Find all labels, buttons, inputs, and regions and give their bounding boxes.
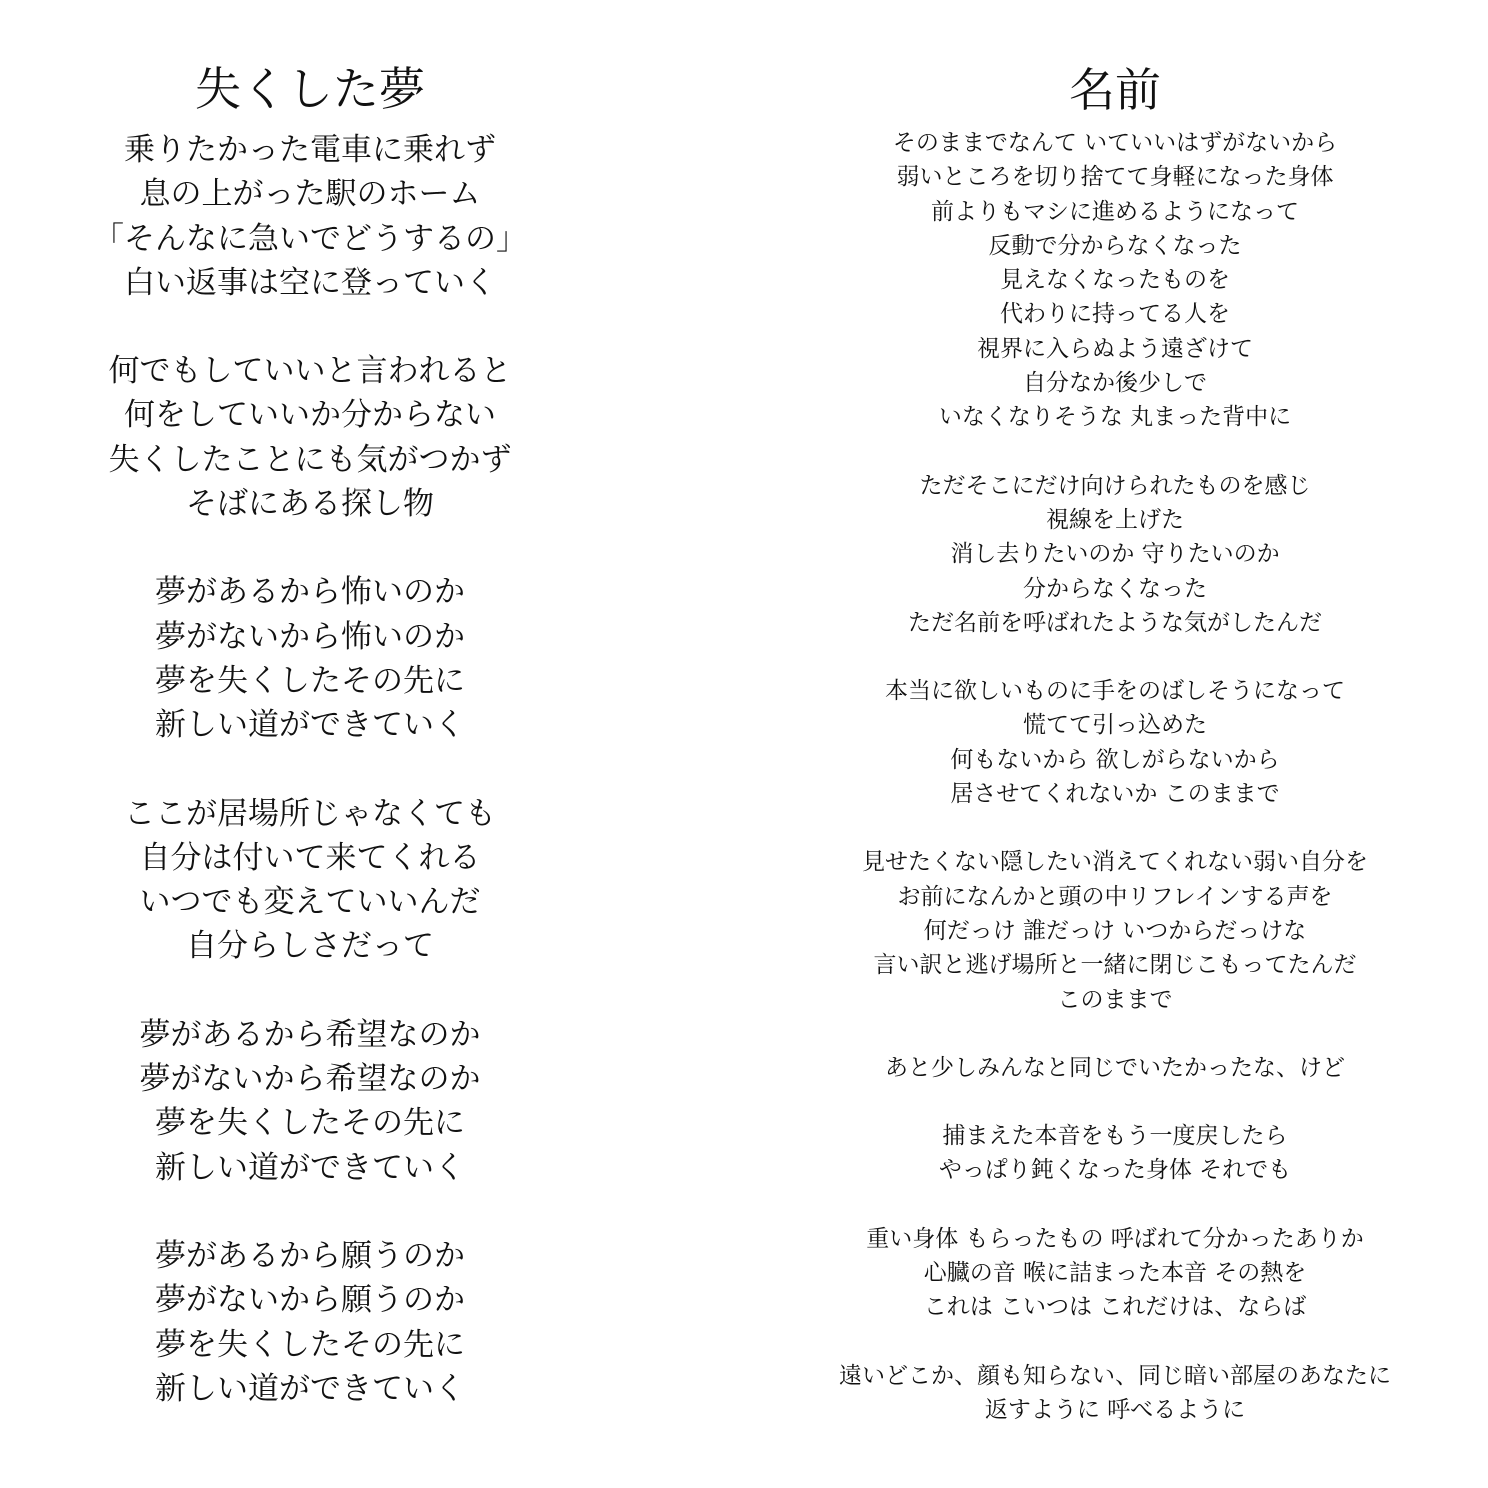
lyric-stanza: [790, 1119, 1440, 1188]
lyric-line: 夢があるから願うのか: [155, 1237, 465, 1274]
lyric-line: 夢がないから希望なのか: [139, 1061, 481, 1098]
lyric-line: 視線を上げた: [1046, 506, 1184, 533]
lyric-line: 本当に欲しいものに手をのばしそうになって: [885, 678, 1345, 705]
lyric-line: 自分なか後少しで: [1023, 370, 1207, 397]
lyric-line: 言い訳と逃げ場所と一緒に閉じこもってたんだ: [873, 952, 1357, 979]
lyric-line: そのままでなんて いていいはずがないから: [892, 130, 1338, 156]
lyric-line: 夢を失くしたその先に: [155, 1326, 465, 1363]
lyric-stanza: [60, 1234, 560, 1411]
lyric-line: 分からなくなった: [1023, 575, 1207, 602]
lyric-line: 前よりもマシに進めるようになって: [931, 198, 1299, 225]
song-column-left: [60, 0, 560, 1411]
lyric-line: そばにある探し物: [186, 486, 434, 523]
lyric-stanza: [60, 792, 560, 969]
song-column-right: [790, 0, 1440, 1427]
lyric-line: このままで: [1057, 986, 1173, 1013]
lyric-line: 何でもしていいと言われると: [108, 353, 512, 390]
lyric-line: 何もないから 欲しがらないから: [950, 746, 1280, 773]
lyric-line: 居させてくれないか このままで: [950, 781, 1280, 808]
lyric-line: 慌てて引っ込めた: [1023, 712, 1207, 739]
lyric-line: 夢を失くしたその先に: [155, 1105, 465, 1142]
lyric-line: あと少しみんなと同じでいたかったな、けど: [885, 1054, 1345, 1081]
lyric-line: 白い返事は空に登っていく: [124, 264, 496, 301]
lyric-line: 代わりに持ってる人を: [1000, 301, 1230, 328]
lyric-line: ただ名前を呼ばれたような気がしたんだ: [908, 609, 1322, 636]
lyric-line: 心臓の音 喉に詰まった本音 その熱を: [923, 1260, 1307, 1287]
lyric-stanza: [60, 1013, 560, 1190]
lyric-line: いつでも変えていいんだ: [139, 884, 481, 921]
lyric-line: ここが居場所じゃなくても: [124, 795, 496, 832]
lyric-stanza: [60, 349, 560, 526]
lyrics-body: [60, 128, 560, 1411]
lyric-line: 自分らしさだって: [186, 928, 434, 965]
lyric-line: 重い身体 もらったもの 呼ばれて分かったありか: [866, 1225, 1364, 1252]
lyric-line: 消し去りたいのか 守りたいのか: [950, 541, 1280, 568]
lyric-line: 「そんなに急いでどうするの」: [93, 220, 527, 257]
lyric-line: 何をしていいか分からない: [124, 397, 496, 434]
lyric-line: 夢を失くしたその先に: [155, 662, 465, 699]
lyric-line: お前になんかと頭の中リフレインする声を: [897, 883, 1333, 910]
lyric-line: 夢があるから希望なのか: [139, 1016, 481, 1053]
lyric-line: 新しい道ができていく: [155, 1149, 465, 1186]
lyric-line: 夢があるから怖いのか: [155, 574, 465, 611]
lyric-line: 新しい道ができていく: [155, 707, 465, 744]
lyric-line: 乗りたかった電車に乗れず: [124, 132, 496, 168]
lyric-stanza: [790, 845, 1440, 1016]
lyric-line: やっぱり鈍くなった身体 それでも: [938, 1157, 1292, 1184]
lyric-line: 夢がないから願うのか: [155, 1282, 465, 1319]
lyric-line: 夢がないから怖いのか: [155, 618, 465, 655]
lyric-line: 視界に入らぬよう遠ざけて: [977, 335, 1253, 362]
lyric-line: これは こいつは これだけは、ならば: [923, 1294, 1307, 1321]
lyric-line: 弱いところを切り捨てて身軽になった身体: [896, 164, 1334, 191]
lyric-line: 見えなくなったものを: [1000, 267, 1230, 294]
lyric-stanza: [60, 570, 560, 747]
lyric-line: ただそこにだけ向けられたものを感じ: [919, 472, 1311, 499]
lyric-stanza: [790, 469, 1440, 640]
lyric-stanza: [790, 1222, 1440, 1325]
lyric-stanza: [790, 674, 1440, 811]
lyric-line: いなくなりそうな 丸まった背中に: [938, 404, 1292, 431]
lyric-line: 遠いどこか、顔も知らない、同じ暗い部屋のあなたに: [839, 1362, 1391, 1389]
lyric-line: 何だっけ 誰だっけ いつからだっけな: [923, 917, 1307, 944]
lyric-stanza: [790, 1051, 1440, 1085]
lyric-line: 新しい道ができていく: [155, 1370, 465, 1407]
lyric-line: 返すように 呼べるように: [984, 1396, 1246, 1423]
lyric-line: 捕まえた本音をもう一度戻したら: [942, 1123, 1288, 1150]
lyric-line: 失くしたことにも気がつかず: [108, 441, 512, 478]
lyric-line: 息の上がった駅のホーム: [139, 176, 481, 213]
lyrics-body: [790, 126, 1440, 1427]
song-title: 名前: [1069, 63, 1161, 117]
lyric-stanza: [60, 128, 560, 305]
lyric-line: 反動で分からなくなった: [988, 232, 1242, 259]
song-title: 失くした夢: [195, 62, 425, 116]
lyric-stanza: [790, 1359, 1440, 1428]
lyric-stanza: [790, 126, 1440, 435]
lyric-line: 自分は付いて来てくれる: [139, 839, 481, 876]
lyric-line: 見せたくない隠したい消えてくれない弱い自分を: [862, 849, 1368, 876]
